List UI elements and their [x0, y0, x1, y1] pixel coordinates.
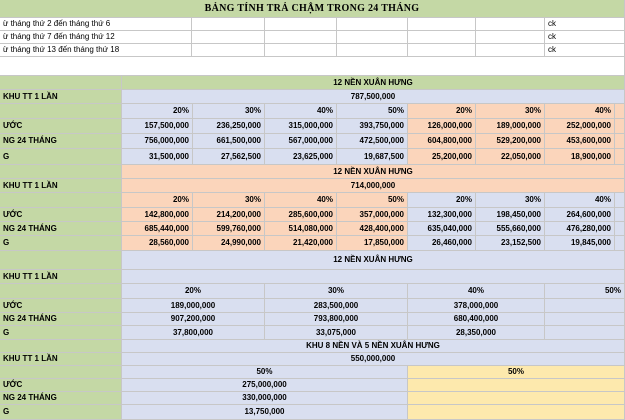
value-cell[interactable]: 907,200,000	[122, 313, 265, 326]
monthly-row	[0, 405, 625, 420]
empty-cell[interactable]	[192, 44, 265, 57]
monthly-row	[0, 326, 625, 340]
empty-cell[interactable]	[122, 270, 625, 284]
value-cell[interactable]: 23,152,500	[476, 236, 545, 251]
value-cell[interactable]: 198,450,000	[476, 208, 545, 222]
percent-cell[interactable]: 20%	[122, 193, 193, 208]
empty-cell[interactable]	[408, 18, 476, 31]
percent-cell[interactable]: 40%	[545, 104, 615, 119]
value-cell[interactable]: 604,800,000	[408, 134, 476, 149]
percent-cell[interactable]: 20%	[122, 284, 265, 299]
value-cell[interactable]: 31,500,000	[122, 149, 193, 165]
value-cell[interactable]: 214,200,000	[193, 208, 265, 222]
empty-cell[interactable]	[0, 165, 122, 179]
value-cell[interactable]: 453,600,000	[545, 134, 615, 149]
empty-cell[interactable]	[192, 18, 265, 31]
value-cell[interactable]: 26,460,000	[408, 236, 476, 251]
over-24-row	[0, 222, 625, 236]
empty-cell[interactable]	[476, 44, 545, 57]
row-label[interactable]: G	[0, 149, 122, 165]
value-cell[interactable]: 24,990,000	[193, 236, 265, 251]
upfront-row	[0, 299, 625, 313]
percent-cell[interactable]: 50%	[122, 366, 408, 379]
empty-cell[interactable]	[265, 44, 337, 57]
empty-cell[interactable]	[408, 392, 625, 405]
section-header[interactable]: 12 NỀN XUÂN HƯNG	[122, 251, 625, 270]
value-cell[interactable]: 330,000,000	[122, 392, 408, 405]
empty-cell[interactable]	[545, 299, 625, 313]
section-header[interactable]: 12 NỀN XUÂN HƯNG	[122, 76, 625, 90]
value-cell[interactable]: 285,600,000	[265, 208, 337, 222]
value-cell[interactable]: 132,300,000	[408, 208, 476, 222]
value-cell[interactable]: 428,400,000	[337, 222, 408, 236]
value-cell[interactable]: 315,000,000	[265, 119, 337, 134]
empty-cell[interactable]	[408, 31, 476, 44]
value-cell[interactable]: 25,200,000	[408, 149, 476, 165]
row-label[interactable]: G	[0, 405, 122, 420]
empty-cell[interactable]	[0, 284, 122, 299]
value-cell[interactable]: 19,845,000	[545, 236, 615, 251]
pay-once-row	[0, 270, 625, 284]
value-cell[interactable]: 793,800,000	[265, 313, 408, 326]
empty-cell[interactable]	[265, 18, 337, 31]
value-cell[interactable]: 28,560,000	[122, 236, 193, 251]
value-cell[interactable]: 126,000,000	[408, 119, 476, 134]
percent-cell[interactable]: 40%	[408, 284, 545, 299]
percent-cell[interactable]: 40%	[545, 193, 615, 208]
row-label[interactable]: ƯỚC	[0, 208, 122, 222]
value-cell[interactable]: 567,000,000	[265, 134, 337, 149]
empty-cell[interactable]	[0, 366, 122, 379]
value-cell[interactable]: 275,000,000	[122, 379, 408, 392]
row-label[interactable]: ƯỚC	[0, 299, 122, 313]
percent-cell[interactable]: 30%	[265, 284, 408, 299]
empty-cell[interactable]	[0, 251, 122, 270]
value-cell[interactable]: 514,080,000	[265, 222, 337, 236]
empty-cell[interactable]	[615, 104, 625, 119]
percent-cell[interactable]: 30%	[476, 193, 545, 208]
over-24-row	[0, 134, 625, 149]
pay-once-row	[0, 353, 625, 366]
empty-cell[interactable]	[408, 44, 476, 57]
pay-once-row	[0, 90, 625, 104]
empty-cell[interactable]	[408, 405, 625, 420]
monthly-row	[0, 149, 625, 165]
value-cell[interactable]: 37,800,000	[122, 326, 265, 340]
value-cell[interactable]: 264,600,000	[545, 208, 615, 222]
empty-cell[interactable]	[615, 236, 625, 251]
percent-cell[interactable]: 50%	[545, 284, 625, 299]
row-label[interactable]: NG 24 THÁNG	[0, 313, 122, 326]
percent-cell[interactable]: 50%	[408, 366, 625, 379]
empty-cell[interactable]	[0, 340, 122, 353]
value-cell[interactable]: 635,040,000	[408, 222, 476, 236]
empty-cell[interactable]	[615, 119, 625, 134]
over-24-row	[0, 392, 625, 405]
percent-cell[interactable]: 20%	[122, 104, 193, 119]
row-label[interactable]: KHU TT 1 LẦN	[0, 353, 122, 366]
pay-once-row	[0, 179, 625, 193]
percent-cell[interactable]: 40%	[265, 104, 337, 119]
empty-cell[interactable]	[476, 18, 545, 31]
empty-cell[interactable]	[545, 313, 625, 326]
value-cell[interactable]: 756,000,000	[122, 134, 193, 149]
empty-cell[interactable]	[615, 222, 625, 236]
row-label[interactable]: KHU TT 1 LẦN	[0, 90, 122, 104]
empty-cell[interactable]	[265, 31, 337, 44]
row-label[interactable]: NG 24 THÁNG	[0, 134, 122, 149]
sheet-title[interactable]: BẢNG TÍNH TRẢ CHẬM TRONG 24 THÁNG	[0, 0, 625, 18]
empty-cell[interactable]	[615, 149, 625, 165]
value-cell[interactable]: 680,400,000	[408, 313, 545, 326]
empty-cell[interactable]	[615, 208, 625, 222]
value-cell[interactable]: 378,000,000	[408, 299, 545, 313]
percent-row	[0, 284, 625, 299]
value-cell[interactable]: 599,760,000	[193, 222, 265, 236]
value-cell[interactable]: 21,420,000	[265, 236, 337, 251]
percent-cell[interactable]: 20%	[408, 193, 476, 208]
percent-cell[interactable]: 20%	[408, 104, 476, 119]
percent-cell[interactable]: 30%	[193, 104, 265, 119]
value-cell[interactable]: 357,000,000	[337, 208, 408, 222]
row-label[interactable]: KHU TT 1 LẦN	[0, 179, 122, 193]
note-text[interactable]: ừ tháng thứ 13 đến tháng thứ 18	[0, 44, 192, 57]
empty-cell[interactable]	[408, 379, 625, 392]
percent-cell[interactable]: 30%	[193, 193, 265, 208]
percent-cell[interactable]: 30%	[476, 104, 545, 119]
value-cell[interactable]: 236,250,000	[193, 119, 265, 134]
value-cell[interactable]: 18,900,000	[545, 149, 615, 165]
row-label[interactable]: NG 24 THÁNG	[0, 392, 122, 405]
section-header-row	[0, 76, 625, 90]
row-label[interactable]: NG 24 THÁNG	[0, 222, 122, 236]
monthly-row	[0, 236, 625, 251]
percent-cell[interactable]: 50%	[337, 193, 408, 208]
upfront-row	[0, 208, 625, 222]
row-label[interactable]: ƯỚC	[0, 119, 122, 134]
empty-cell[interactable]	[615, 193, 625, 208]
note-mark[interactable]: ck	[545, 44, 625, 57]
value-cell[interactable]: 33,075,000	[265, 326, 408, 340]
section-header-row	[0, 251, 625, 270]
empty-cell[interactable]	[545, 326, 625, 340]
value-cell[interactable]: 13,750,000	[122, 405, 408, 420]
total-price[interactable]: 550,000,000	[122, 353, 625, 366]
total-price[interactable]: 714,000,000	[122, 179, 625, 193]
value-cell[interactable]: 17,850,000	[337, 236, 408, 251]
percent-cell[interactable]: 40%	[265, 193, 337, 208]
value-cell[interactable]: 283,500,000	[265, 299, 408, 313]
empty-cell[interactable]	[0, 76, 122, 90]
note-row	[0, 31, 625, 44]
value-cell[interactable]: 393,750,000	[337, 119, 408, 134]
percent-cell[interactable]: 50%	[337, 104, 408, 119]
section-header[interactable]: KHU 8 NỀN VÀ 5 NỀN XUÂN HƯNG	[122, 340, 625, 353]
empty-cell[interactable]	[337, 31, 408, 44]
value-cell[interactable]: 19,687,500	[337, 149, 408, 165]
section-header[interactable]: 12 NỀN XUÂN HƯNG	[122, 165, 625, 179]
row-label[interactable]: ƯỚC	[0, 379, 122, 392]
empty-cell[interactable]	[192, 31, 265, 44]
over-24-row	[0, 313, 625, 326]
value-cell[interactable]: 529,200,000	[476, 134, 545, 149]
value-cell[interactable]: 157,500,000	[122, 119, 193, 134]
value-cell[interactable]: 685,440,000	[122, 222, 193, 236]
value-cell[interactable]: 476,280,000	[545, 222, 615, 236]
value-cell[interactable]: 27,562,500	[193, 149, 265, 165]
empty-cell[interactable]	[0, 104, 122, 119]
upfront-row	[0, 119, 625, 134]
note-row	[0, 18, 625, 31]
value-cell[interactable]: 142,800,000	[122, 208, 193, 222]
note-mark[interactable]: ck	[545, 18, 625, 31]
value-cell[interactable]: 23,625,000	[265, 149, 337, 165]
note-mark[interactable]: ck	[545, 31, 625, 44]
empty-cell[interactable]	[337, 44, 408, 57]
empty-cell[interactable]	[476, 31, 545, 44]
row-label[interactable]: G	[0, 326, 122, 340]
note-row	[0, 44, 625, 57]
empty-cell[interactable]	[0, 193, 122, 208]
row-label[interactable]: G	[0, 236, 122, 251]
value-cell[interactable]: 189,000,000	[122, 299, 265, 313]
percent-row	[0, 193, 625, 208]
value-cell[interactable]: 28,350,000	[408, 326, 545, 340]
note-text[interactable]: ừ tháng thứ 2 đến tháng thứ 6	[0, 18, 192, 31]
empty-cell[interactable]	[615, 134, 625, 149]
empty-cell[interactable]	[0, 57, 625, 76]
section-header-row	[0, 165, 625, 179]
spacer-row	[0, 57, 625, 76]
value-cell[interactable]: 22,050,000	[476, 149, 545, 165]
value-cell[interactable]: 252,000,000	[545, 119, 615, 134]
value-cell[interactable]: 661,500,000	[193, 134, 265, 149]
percent-row	[0, 366, 625, 379]
empty-cell[interactable]	[337, 18, 408, 31]
upfront-row	[0, 379, 625, 392]
value-cell[interactable]: 189,000,000	[476, 119, 545, 134]
title-row	[0, 0, 625, 16]
row-label[interactable]: KHU TT 1 LẦN	[0, 270, 122, 284]
total-price[interactable]: 787,500,000	[122, 90, 625, 104]
percent-row	[0, 104, 625, 119]
value-cell[interactable]: 555,660,000	[476, 222, 545, 236]
note-text[interactable]: ừ tháng thứ 7 đến tháng thứ 12	[0, 31, 192, 44]
section-header-row	[0, 340, 625, 353]
value-cell[interactable]: 472,500,000	[337, 134, 408, 149]
